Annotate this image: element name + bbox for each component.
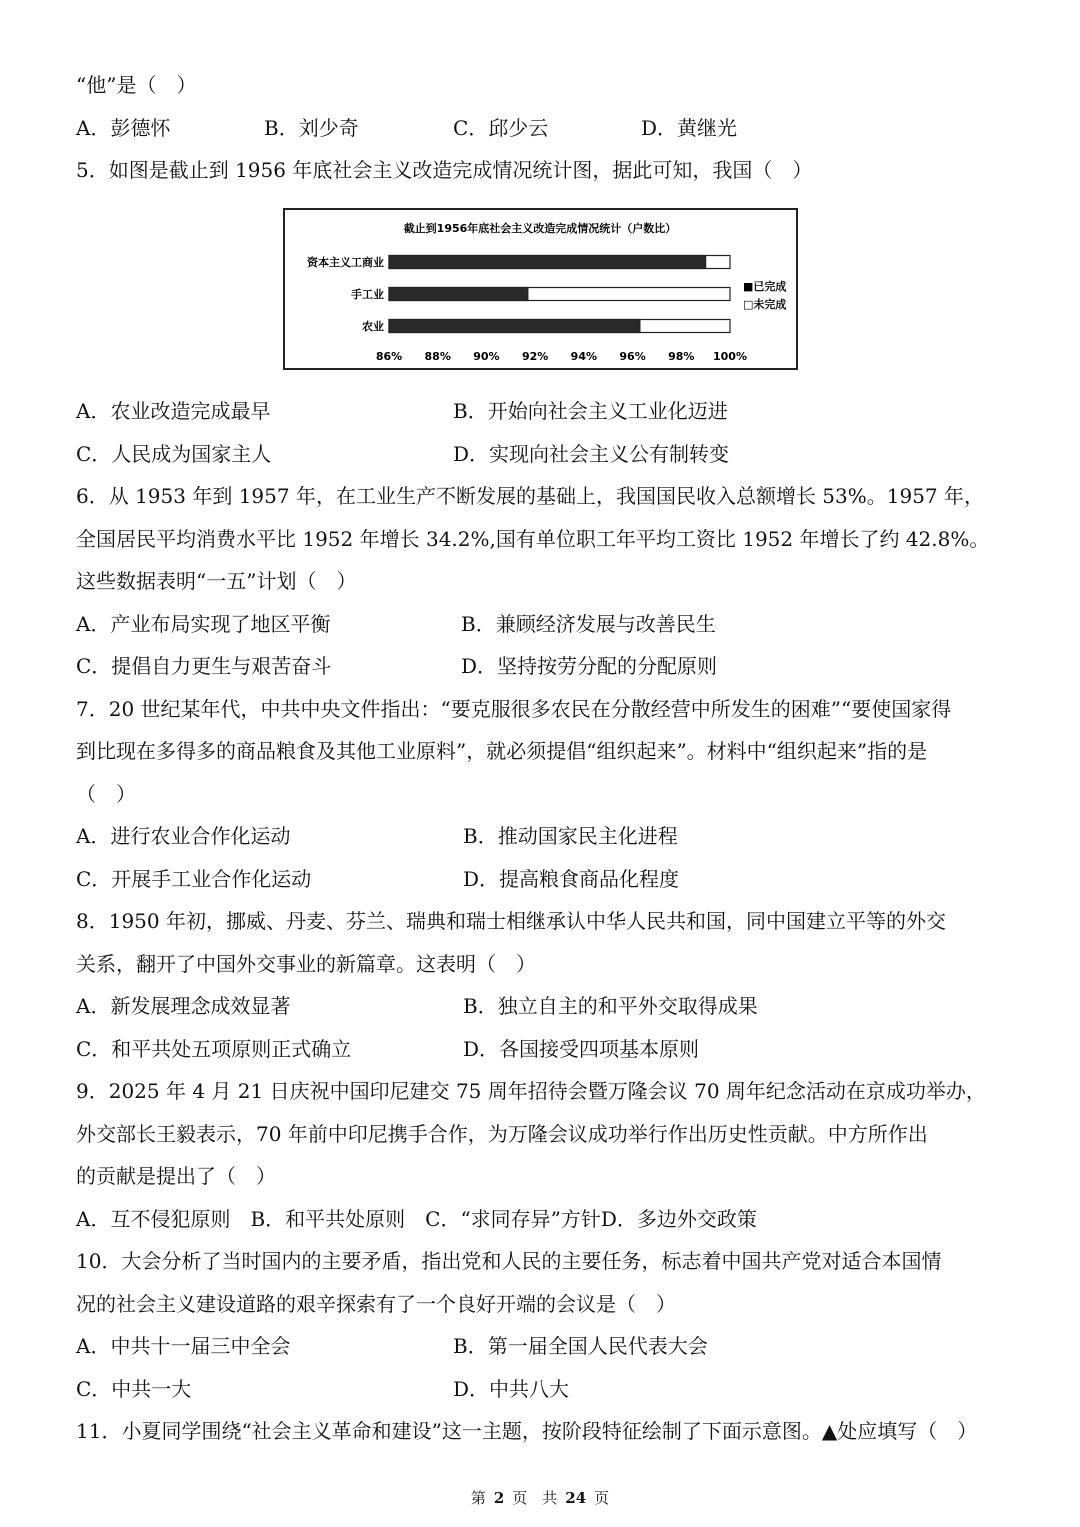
chart-svg	[285, 210, 796, 368]
q5-option-d[interactable]: D．实现向社会主义公有制转变	[453, 442, 730, 466]
chart-bar-done	[389, 256, 706, 269]
chart-tick-label: 90%	[473, 350, 500, 363]
q6-option-b[interactable]: B．兼顾经济发展与改善民生	[461, 612, 716, 636]
q10-option-a[interactable]: A．中共十一届三中全会	[76, 1334, 291, 1358]
q10-option-c[interactable]: C．中共一大	[76, 1377, 192, 1401]
chart-tick-label: 100%	[713, 350, 747, 363]
q10-stem-line-2: 况的社会主义建设道路的艰辛探索有了一个良好开端的会议是（ ）	[76, 1292, 676, 1316]
q7-stem-line-1: 7．20 世纪某年代，中共中央文件指出：“要克服很多农民在分散经营中所发生的困难”“要使国家得	[76, 697, 952, 721]
q5-option-b[interactable]: B．开始向社会主义工业化迈进	[453, 399, 728, 423]
q7-stem-line-3: （ ）	[76, 782, 136, 806]
q7-option-a[interactable]: A．进行农业合作化运动	[76, 824, 291, 848]
q10-stem-line-1: 10．大会分析了当时国内的主要矛盾，指出党和人民的主要任务，标志着中国共产党对适合本国情	[76, 1249, 942, 1273]
q8-stem-line-1: 8．1950 年初，挪威、丹麦、芬兰、瑞典和瑞士相继承认中华人民共和国，同中国建立平等的外交	[76, 909, 946, 933]
q9-stem-line-3: 的贡献是提出了（ ）	[76, 1164, 276, 1188]
q6-option-a[interactable]: A．产业布局实现了地区平衡	[76, 612, 331, 636]
q8-option-d[interactable]: D．各国接受四项基本原则	[463, 1037, 700, 1061]
q9-stem-line-2: 外交部长王毅表示，70 年前中印尼携手合作，为万隆会议成功举行作出历史性贡献。中方所作出	[76, 1122, 928, 1146]
chart-tick-label: 94%	[570, 350, 598, 363]
chart-bar-done	[389, 288, 528, 301]
q4-option-b[interactable]: B．刘少奇	[264, 116, 359, 140]
q4-option-d[interactable]: D．黄继光	[641, 116, 738, 140]
q5-option-a[interactable]: A．农业改造完成最早	[76, 399, 271, 423]
q11-stem: 11．小夏同学围绕“社会主义革命和建设”这一主题，按阶段特征绘制了下面示意图。▲处应填写（ ）	[76, 1419, 978, 1443]
chart-tick-label: 98%	[668, 350, 695, 363]
q4-stem-tail: “他”是（ ）	[76, 73, 197, 97]
q5-option-c[interactable]: C．人民成为国家主人	[76, 442, 272, 466]
q4-option-c[interactable]: C．邱少云	[453, 116, 549, 140]
q8-option-c[interactable]: C．和平共处五项原则正式确立	[76, 1037, 352, 1061]
chart-category-label: 农业	[362, 320, 384, 333]
chart-bar-done	[389, 320, 640, 333]
chart-tick-label: 96%	[619, 350, 646, 363]
chart-category-label: 资本主义工商业	[307, 256, 384, 269]
q6-stem-line-1: 6．从 1953 年到 1957 年，在工业生产不断发展的基础上，我国国民收入总额增长 53%。1957 年，	[76, 484, 985, 508]
footer-suffix: 页	[594, 1489, 610, 1507]
chart-tick-label: 86%	[375, 350, 403, 363]
chart-legend-done: ■已完成	[743, 280, 787, 293]
q6-stem-line-2: 全国居民平均消费水平比 1952 年增长 34.2%,国有单位职工年平均工资比 1952 年增长了约 42.8%。	[76, 527, 990, 551]
chart-title: 截止到1956年底社会主义改造完成情况统计（户数比）	[403, 222, 677, 235]
q7-option-b[interactable]: B．推动国家民主化进程	[463, 824, 678, 848]
q10-option-d[interactable]: D．中共八大	[453, 1377, 570, 1401]
chart-category-label: 手工业	[351, 288, 384, 301]
footer-page-number: 2	[493, 1489, 505, 1507]
chart-legend-not-done: □未完成	[743, 298, 787, 311]
q7-option-d[interactable]: D．提高粮食商品化程度	[463, 867, 680, 891]
q8-option-b[interactable]: B．独立自主的和平外交取得成果	[463, 994, 758, 1018]
chart-tick-label: 88%	[424, 350, 451, 363]
footer-mid: 页 共	[512, 1489, 558, 1507]
footer-total-pages: 24	[565, 1489, 587, 1507]
footer-prefix: 第	[470, 1489, 486, 1507]
q8-option-a[interactable]: A．新发展理念成效显著	[76, 994, 291, 1018]
q6-option-d[interactable]: D．坚持按劳分配的分配原则	[461, 654, 718, 678]
q9-options[interactable]: A．互不侵犯原则 B．和平共处原则 C．“求同存异”方针D．多边外交政策	[76, 1207, 757, 1231]
page-footer	[0, 1487, 1080, 1508]
q5-stem: 5．如图是截止到 1956 年底社会主义改造完成情况统计图，据此可知，我国（ ）	[76, 158, 813, 182]
q4-option-a[interactable]: A．彭德怀	[76, 116, 171, 140]
q6-stem-line-3: 这些数据表明“一五”计划（ ）	[76, 569, 357, 593]
q8-stem-line-2: 关系，翻开了中国外交事业的新篇章。这表明（ ）	[76, 952, 536, 976]
q10-option-b[interactable]: B．第一届全国人民代表大会	[453, 1334, 708, 1358]
q6-option-c[interactable]: C．提倡自力更生与艰苦奋斗	[76, 654, 332, 678]
q5-bar-chart	[283, 208, 798, 370]
q7-option-c[interactable]: C．开展手工业合作化运动	[76, 867, 312, 891]
chart-tick-label: 92%	[521, 350, 549, 363]
q9-stem-line-1: 9．2025 年 4 月 21 日庆祝中国印尼建交 75 周年招待会暨万隆会议 70 周年纪念活动在京成功举办，	[76, 1079, 986, 1103]
q7-stem-line-2: 到比现在多得多的商品粮食及其他工业原料”，就必须提倡“组织起来”。材料中“组织起来”指的是	[76, 739, 928, 763]
